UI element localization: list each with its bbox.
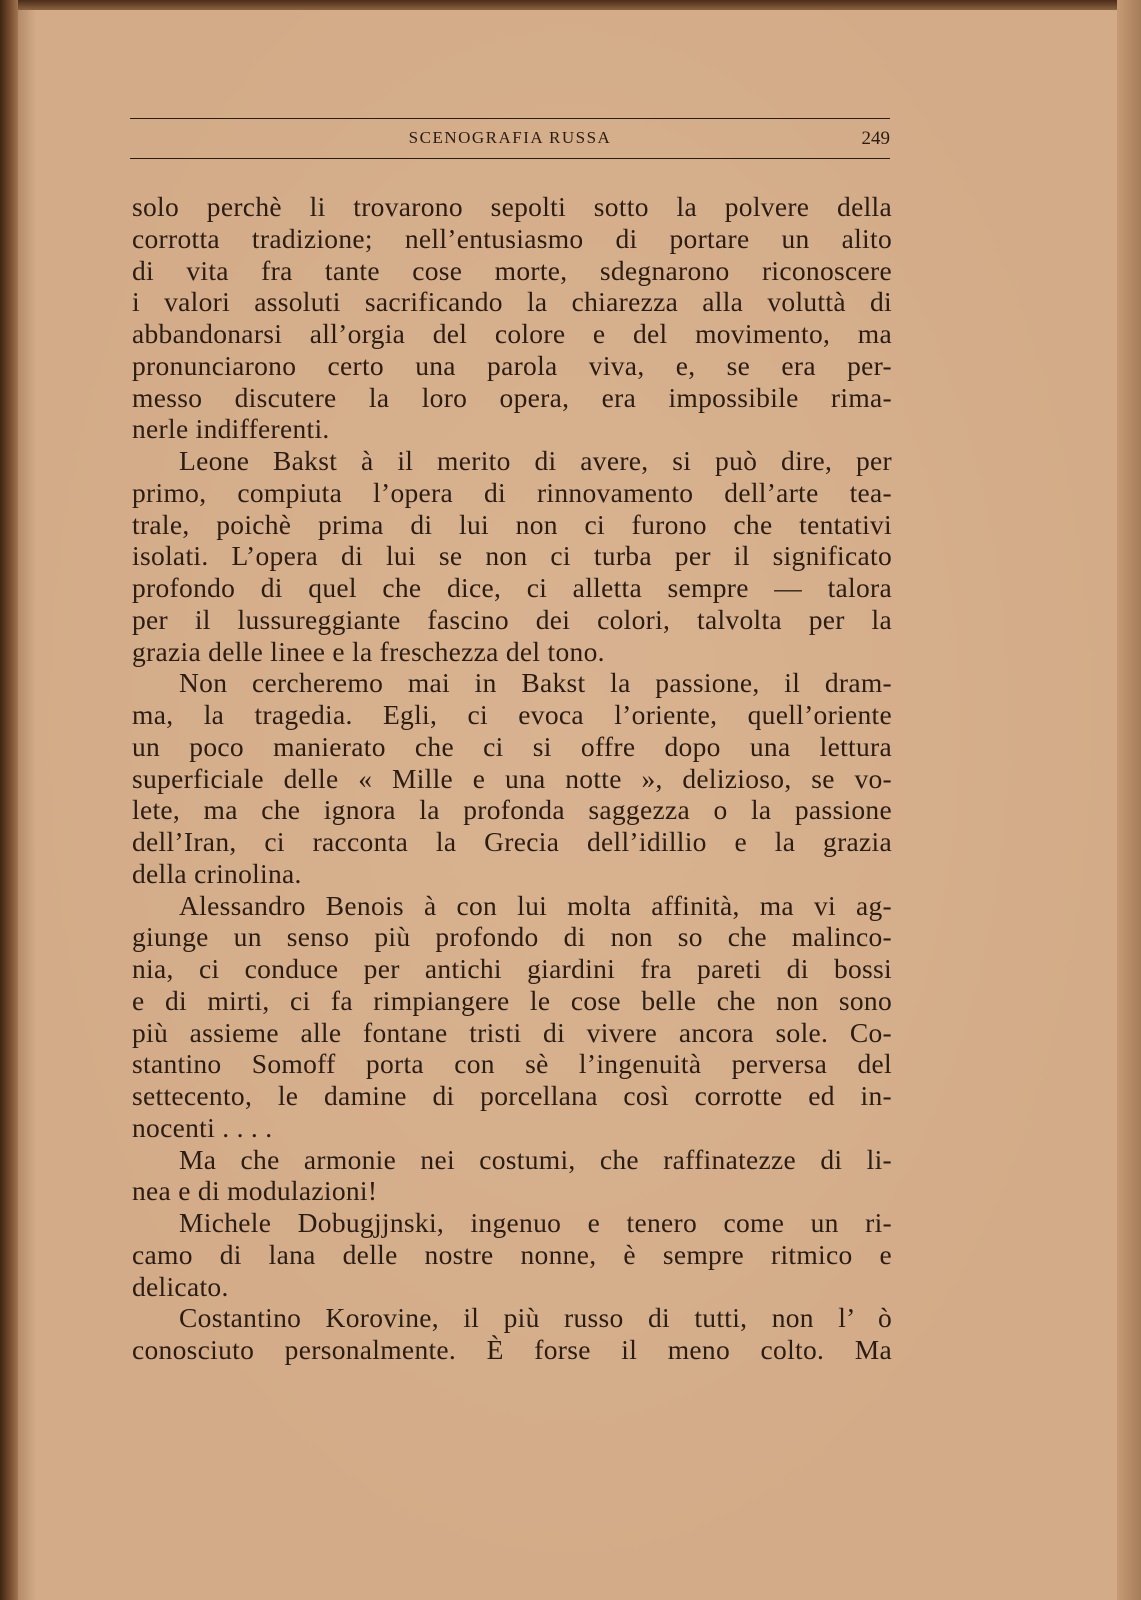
text-line: e di mirti, ci fa rimpiangere le cose belle che non sono [132,984,892,1016]
text-line: solo perchè li trovarono sepolti sotto la polvere della [132,191,892,222]
text-line: grazia delle linee e la freschezza del tono. [132,635,605,667]
text-line: superficiale delle « Mille e una notte », delizioso, se vo- [132,762,892,794]
header-rule-top [130,118,890,119]
text-line: Leone Bakst à il merito di avere, si può dire, per [179,445,892,476]
text-line: stantino Somoff porta con sè l’ingenuità perversa del [132,1048,892,1080]
text-line: camo di lana delle nostre nonne, è sempre ritmico e [132,1238,892,1270]
text-line: corrotta tradizione; nell’entusiasmo di portare un alito [132,222,892,254]
text-line: Non cercheremo mai in Bakst la passione, il dram- [179,667,892,699]
text-line: delicato. [132,1270,229,1302]
text-line: primo, compiuta l’opera di rinnovamento dell’arte tea- [132,476,892,508]
page-number: 249 [861,128,890,149]
text-line: nea e di modulazioni! [132,1175,378,1207]
book-spine [0,0,18,1600]
text-line: di vita fra tante cose morte, sdegnarono riconoscere [132,254,892,286]
text-line: lete, ma che ignora la profonda saggezza o la passione [132,794,892,826]
header-rule-bottom [130,158,890,159]
text-line: Costantino Korovine, il più russo di tutti, non l’ ò [179,1302,892,1334]
text-line: Ma che armonie nei costumi, che raffinatezze di li- [179,1143,892,1175]
text-line: nerle indifferenti. [132,413,330,445]
text-line: messo discutere la loro opera, era impossibile rima- [132,381,892,413]
text-line: Alessandro Benois à con lui molta affinità, ma vi ag- [179,889,892,921]
page-right-edge [1117,0,1141,1600]
text-line: giunge un senso più profondo di non so che malinco- [132,921,892,953]
text-line: isolati. L’opera di lui se non ci turba per il significato [132,540,892,572]
text-line: i valori assoluti sacrificando la chiarezza alla voluttà di [132,286,892,318]
body-text [132,191,892,1366]
text-line: ma, la tragedia. Egli, ci evoca l’oriente, quell’oriente [132,699,892,730]
text-line: nia, ci conduce per antichi giardini fra pareti di bossi [132,953,892,984]
text-line: per il lussureggiante fascino dei colori, talvolta per la [132,603,892,635]
text-line: Michele Dobugjjnski, ingenuo e tenero come un ri- [179,1207,892,1238]
text-line: profondo di quel che dice, ci alletta sempre — talora [132,572,892,603]
text-line: nocenti . . . . [132,1111,273,1143]
book-top-edge [0,0,1141,10]
running-title: SCENOGRAFIA RUSSA [408,128,612,147]
text-line: della crinolina. [132,857,302,889]
running-head [130,128,890,154]
text-line: dell’Iran, ci racconta la Grecia dell’idillio e la grazia [132,826,892,857]
text-line: un poco manierato che ci si offre dopo una lettura [132,730,892,762]
text-line: abbandonarsi all’orgia del colore e del movimento, ma [132,318,892,349]
text-line: settecento, le damine di porcellana così corrotte ed in- [132,1080,892,1111]
text-line: pronunciarono certo una parola viva, e, se era per- [132,349,892,381]
text-line: trale, poichè prima di lui non ci furono che tentativi [132,508,892,540]
text-line: conosciuto personalmente. È forse il meno colto. Ma [132,1334,892,1365]
text-line: più assieme alle fontane tristi di vivere ancora sole. Co- [132,1016,892,1048]
